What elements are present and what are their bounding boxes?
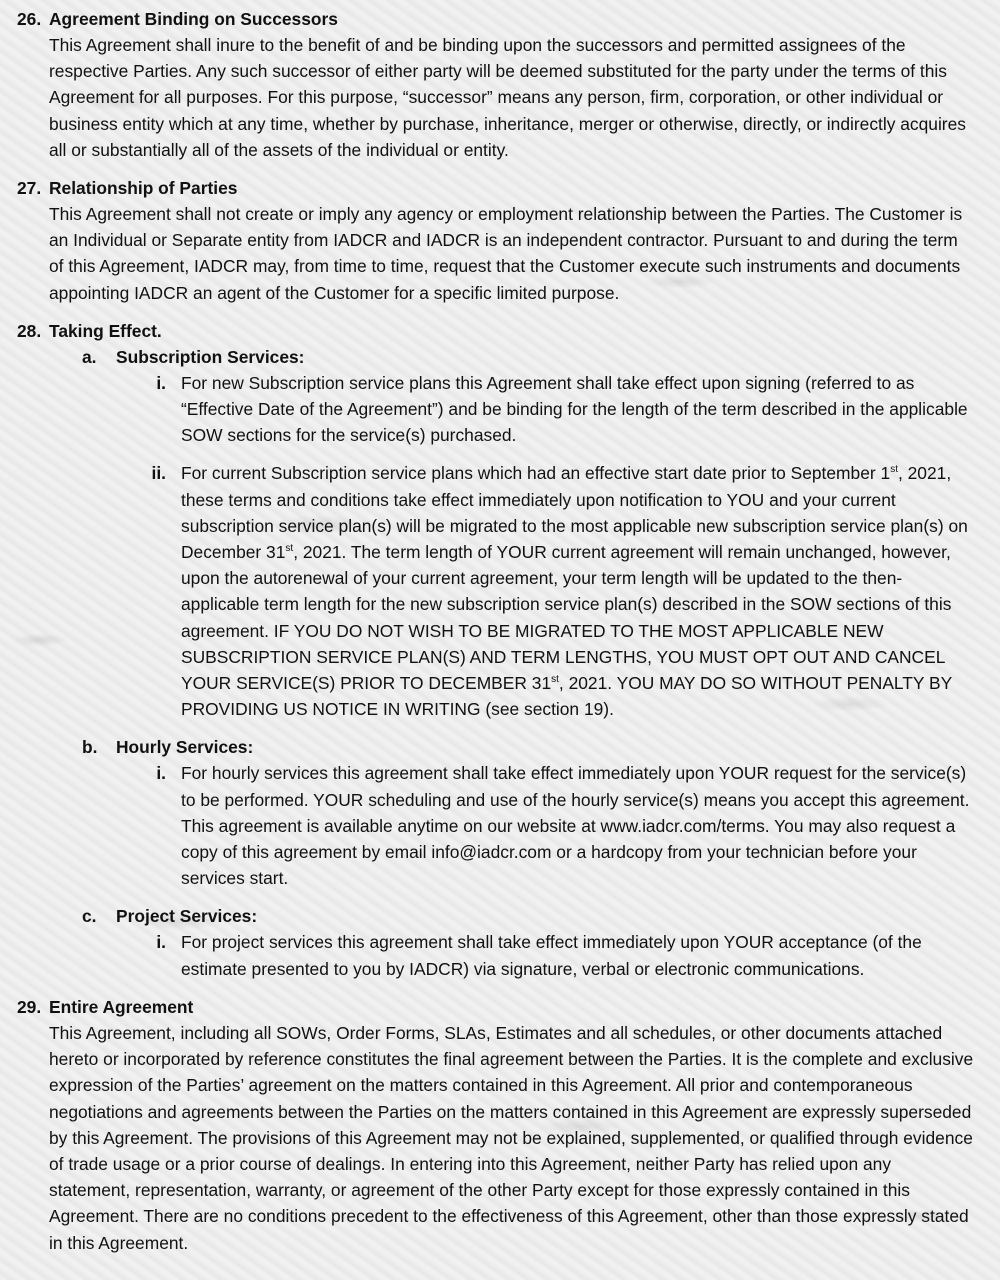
subsection-title: Hourly Services: <box>116 737 254 758</box>
subsection-heading <box>0 734 1000 760</box>
clause-number: i. <box>156 372 166 393</box>
subsection-hourly-services <box>0 734 1000 891</box>
section-heading <box>0 175 1000 201</box>
section-heading <box>0 6 1000 32</box>
clause-item <box>0 370 1000 449</box>
section-title: Entire Agreement <box>49 996 194 1017</box>
ordinal-suffix: st <box>551 674 559 686</box>
subsection-title: Project Services: <box>116 906 258 927</box>
document-page <box>0 6 1000 1268</box>
section-title: Agreement Binding on Successors <box>49 9 338 29</box>
subsection-heading <box>0 903 1000 929</box>
subsection-subscription-services <box>0 344 1000 723</box>
clause-number: i. <box>156 763 166 784</box>
section-heading <box>0 318 1000 344</box>
section-number: 29. <box>17 996 42 1017</box>
section-body: This Agreement, including all SOWs, Order Forms, SLAs, Estimates and all schedules, or other documents attached hereto or incorporated by reference constitutes the final agreement between the Parties. It is the complete and exclusive expression of the Parties’ agreement on the matters contained in this Agreement. All prior and contemporaneous negotiations and agreements between the Parties on the matters contained in this Agreement are expressly superseded by this Agreement. The provisions of this Agreement may not be explained, supplemented, or qualified through evidence of trade usage or a prior course of dealings. In entering into this Agreement, neither Party has relied upon any statement, representation, warranty, or agreement of the other Party except for those expressly contained in this Agreement. There are no conditions precedent to the effectiveness of this Agreement, other than those expressly stated in this Agreement. <box>49 1022 974 1253</box>
subsection-title: Subscription Services: <box>116 346 305 367</box>
ordinal-suffix: st <box>285 543 294 555</box>
subsection-heading <box>0 344 1000 370</box>
subsection-project-services <box>0 903 1000 981</box>
ordinal-suffix: st <box>890 464 898 476</box>
clause-number: ii. <box>151 463 166 484</box>
clause-number: i. <box>156 932 166 953</box>
clause-text: For project services this agreement shall take effect immediately upon YOUR acceptance (of the estimate presented to you by IADCR) via signature, verbal or electronic communications. <box>181 932 922 979</box>
subsection-letter: b. <box>82 737 98 758</box>
section-number: 28. <box>17 320 42 341</box>
clause-text: For new Subscription service plans this Agreement shall take effect upon signing (referred to as “Effective Date of the Agreement”) and be binding for the length of the term described in the applicable SOW sections for the service(s) purchased. <box>181 372 968 446</box>
section-number: 26. <box>17 9 42 29</box>
clause-text: For current Subscription service plans which had an effective start date prior to September 1st, 2021, these terms and conditions take effect immediately upon notification to YOU and your current subscription service plan(s) will be migrated to the most applicable new subscription service plan(s) on December 31st, 2021. The term length of YOUR current agreement will remain unchanged, however, upon the autorenewal of your current agreement, your term length will be updated to the then-applicable term length for the new subscription service plan(s) described in the SOW sections of this agreement. IF YOU DO NOT WISH TO BE MIGRATED TO THE MOST APPLICABLE NEW SUBSCRIPTION SERVICE PLAN(S) AND TERM LENGTHS, YOU MUST OPT OUT AND CANCEL YOUR SERVICE(S) PRIOR TO DECEMBER 31st, 2021. YOU MAY DO SO WITHOUT PENALTY BY PROVIDING US NOTICE IN WRITING (see section 19). <box>181 463 968 720</box>
section-heading <box>0 994 1000 1020</box>
subsection-letter: a. <box>82 346 97 367</box>
section-28 <box>0 318 1000 982</box>
clause-item <box>0 760 1000 891</box>
section-29 <box>0 994 1000 1256</box>
section-body: This Agreement shall not create or imply any agency or employment relationship between the Parties. The Customer is an Individual or Separate entity from IADCR and IADCR is an independent contractor. Pursuant to and during the term of this Agreement, IADCR may, from time to time, request that the Customer execute such instruments and documents appointing IADCR an agent of the Customer for a specific limited purpose. <box>49 204 963 303</box>
section-number: 27. <box>17 178 42 199</box>
subsection-letter: c. <box>82 906 97 927</box>
section-27 <box>0 175 1000 306</box>
section-title: Taking Effect. <box>49 320 162 341</box>
section-26 <box>0 6 1000 163</box>
section-title: Relationship of Parties <box>49 178 238 199</box>
clause-item <box>0 929 1000 981</box>
clause-text: For hourly services this agreement shall take effect immediately upon YOUR request for the service(s) to be performed. YOUR scheduling and use of the hourly service(s) means you accept this agreement. This agreement is available anytime on our website at www.iadcr.com/terms. You may also request a copy of this agreement by email info@iadcr.com or a hardcopy from your technician before your services start. <box>181 763 970 889</box>
clause-item <box>0 460 1000 722</box>
section-body: This Agreement shall inure to the benefit of and be binding upon the successors and permitted assignees of the respective Parties. Any such successor of either party will be deemed substituted for the party under the terms of this Agreement for all purposes. For this purpose, “successor” means any person, firm, corporation, or other individual or business entity which at any time, whether by purchase, inheritance, merger or otherwise, directly, or indirectly acquires all or substantially all of the assets of the individual or entity. <box>49 35 966 160</box>
